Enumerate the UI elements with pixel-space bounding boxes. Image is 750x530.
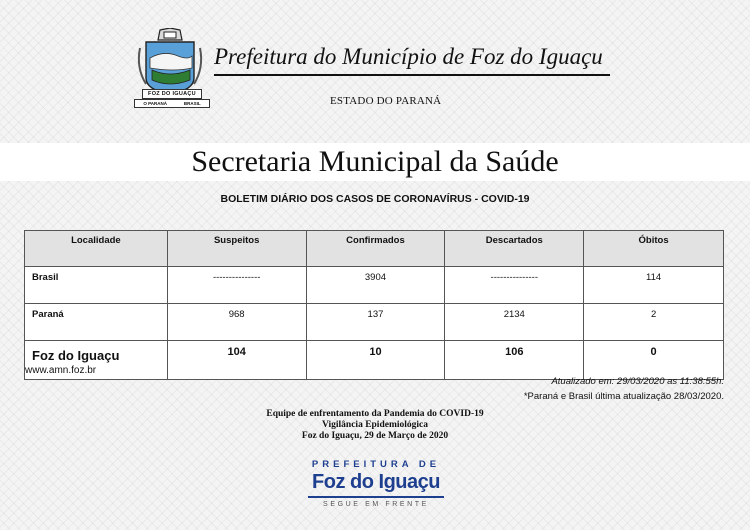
column-header: Descartados: [445, 231, 584, 267]
update-note: *Paraná e Brasil última atualização 28/03/2020.: [523, 391, 724, 402]
table-row: [25, 341, 724, 380]
updated-timestamp: Atualizado em: 29/03/2020 as 11:38:55h.: [551, 376, 724, 387]
vigilancia-line: Vigilância Epidemiológica: [322, 420, 428, 430]
equipe-line: Equipe de enfrentamento da Pandemia do COVID-19: [266, 409, 484, 419]
footer-logo-top-text: PREFEITURA DE: [311, 459, 441, 470]
crest-scroll-right: BRASIL: [183, 101, 201, 106]
crest-scroll: [134, 99, 210, 108]
secretaria-title: Secretaria Municipal da Saúde: [191, 145, 559, 178]
cell-localidade: Paraná: [25, 304, 168, 341]
cell-suspeitos: 968: [167, 304, 306, 341]
footer-logo-slogan: SEGUE EM FRENTE: [323, 501, 429, 508]
cases-table: [24, 230, 724, 380]
prefeitura-title: Prefeitura do Município de Foz do Iguaçu: [214, 44, 603, 69]
table-header-row: [25, 231, 724, 267]
table-row: [25, 304, 724, 341]
title-underline: [214, 74, 610, 76]
boletim-title: BOLETIM DIÁRIO DOS CASOS DE CORONAVÍRUS - COVID-19: [220, 193, 530, 205]
column-header: Localidade: [25, 231, 168, 267]
estado-label: ESTADO DO PARANÁ: [330, 95, 442, 107]
cell-descartados: 2134: [445, 304, 584, 341]
column-header: Óbitos: [584, 231, 724, 267]
cell-localidade: Foz do Iguaçu: [25, 341, 168, 380]
crest-scroll-left: O PARANÁ: [143, 101, 168, 106]
date-line: Foz do Iguaçu, 29 de Março de 2020: [301, 431, 449, 441]
cell-descartados: 106: [445, 341, 584, 380]
cell-obitos: 0: [584, 341, 724, 380]
column-header: Confirmados: [306, 231, 445, 267]
cell-confirmados: 137: [306, 304, 445, 341]
crest-name-banner: FOZ DO IGUAÇU: [142, 89, 202, 99]
column-header: Suspeitos: [167, 231, 306, 267]
cell-localidade: Brasil: [25, 267, 168, 304]
table-row: [25, 267, 724, 304]
cell-suspeitos: 104: [167, 341, 306, 380]
cell-obitos: 2: [584, 304, 724, 341]
cell-descartados: ---------------: [445, 267, 584, 304]
website-text: www.amn.foz.br: [25, 365, 97, 376]
footer-logo-rule: [308, 496, 444, 498]
footer-logo-main-text: Foz do Iguaçu: [312, 471, 440, 493]
cell-obitos: 114: [584, 267, 724, 304]
cell-confirmados: 3904: [306, 267, 445, 304]
cell-confirmados: 10: [306, 341, 445, 380]
cell-suspeitos: ---------------: [167, 267, 306, 304]
